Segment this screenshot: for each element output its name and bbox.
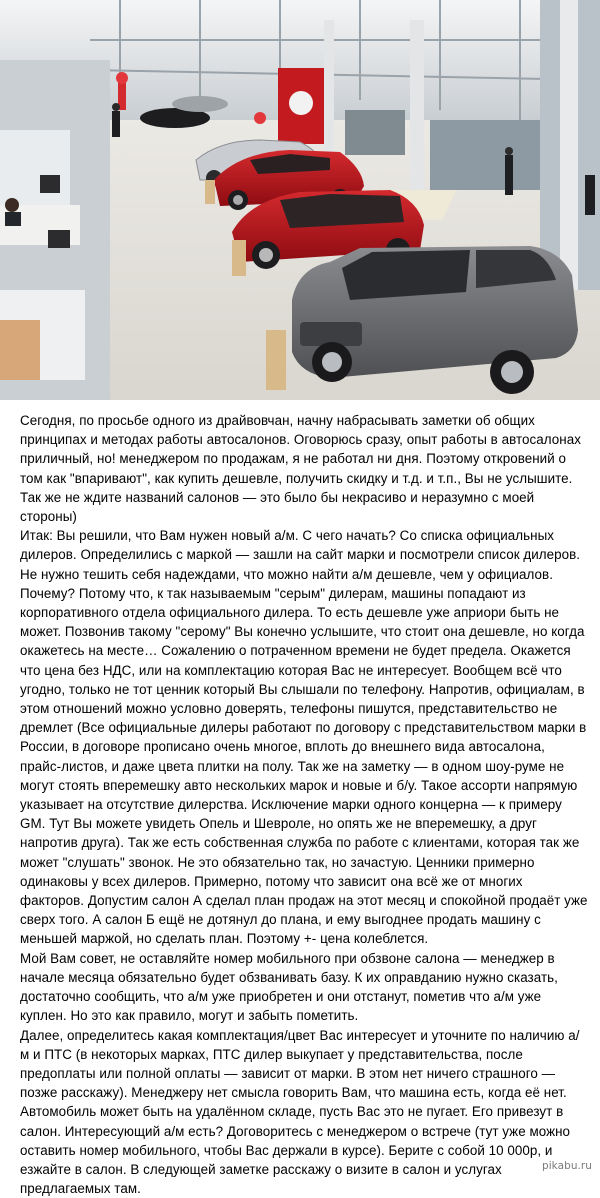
- showroom-photo: [0, 0, 600, 400]
- article-paragraph: Далее, определитесь какая комплектация/цвет Вас интересует и уточните по наличию а/м и ПТС (в некоторых марках, ПТС дилер выкупает у представительства, после предоплаты или полной оплаты — зависит от марки. В этом нет ничего страшного — позже расскажу). Менеджеру нет смысла говорить Вам, что машина есть, когда её нет. Автомобиль может быть на удалённом складе, пусть Вас это не пугает. Его привезут в салон. Интересующий а/м есть? Договоритесь с менеджером о встрече (тут уже можно оставить номер мобильного, чтобы Вас держали в курсе). Берите с собой 10 000р, и езжайте в салон. В следующей заметке расскажу о визите в салон и услугах предлагаемых там.: [20, 1026, 588, 1198]
- pillar: [560, 0, 578, 290]
- pillar: [324, 20, 334, 160]
- article-paragraph: Мой Вам совет, не оставляйте номер мобильного при обзвоне салона — менеджер в начале месяца обязательно будет обзванивать базу. К их оправданию нужно сказать, достаточно сообщить, что а/м уже приобретен и они отстанут, пометив что а/м уже куплен. Но это как правило, могут и забыть пометить.: [20, 949, 588, 1026]
- article-paragraph: Сегодня, по просьбе одного из драйвовчан, начну набрасывать заметки об общих принципах и методах работы автосалонов. Оговорюсь сразу, опыт работы в автосалонах приличный, но! менеджером по продажам, я не работал ни дня. Поэтому откровений о том как "впаривают", как купить дешевле, получить скидку и т.д. и т.п., Вы не услышите. Так же не ждите названий салонов — это было бы некрасиво и неразумно с моей стороны): [20, 411, 588, 526]
- pillar: [410, 20, 424, 190]
- sales-desks: [0, 60, 110, 400]
- site-watermark[interactable]: pikabu.ru: [542, 1157, 592, 1176]
- back-office: [430, 120, 540, 190]
- article-paragraph: Итак: Вы решили, что Вам нужен новый а/м. С чего начать? Со списка официальных дилеров. Определились с маркой — зашли на сайт марки и посмотрели список дилеров. Не нужно тешить себя надеждами, что можно найти а/м дешевле, чем у официалов. Почему? Потому что, к так называемым "серым" дилерам, машины попадают из корпоративного отдела официального дилера. То есть дешевле уже априори быть не может. Позвонив такому "серому" Вы конечно услышите, что стоит она дешевле, но когда окажетесь на месте… Сожалению о потраченном времени не будет предела. Окажется что цена без НДС, или на комплектацию которая Вас не интересует. Вообщем всё что угодно, только не тот ценник который Вы слышали по телефону. Напротив, официалам, в этом отношений можно условно доверять, телефоны пишутся, представительство не дремлет (Все официальные дилеры работают по договору с представительством марки в России, в договоре прописано очень многое, вплоть до внешнего вида автосалона, прайс-листов, и даже цвета плитки на полу. Так же на заметку — в одном шоу-руме не могут стоять вперемешку авто нескольких марок и новые и б/у. Такое ассорти напрямую указывает на отсутствие дилерства. Исключение марки одного концерна — к примеру GM. Тут Вы можете увидеть Опель и Шевроле, но опять же не вперемешку, а друг напротив друга). Так же есть собственная служба по работе с клиентами, которая так же может "слушать" звонок. Не это обязательно так, но зачастую. Ценники примерно одинаковы у всех дилеров. Примерно, потому что зависит она всё же от многих факторов. Допустим салон А сделал план продаж на этот месяц и спокойной продаёт уже сверх того. А салон Б ещё не дотянул до плана, и ему выгоднее продать машину с меньшей маржой, но сделать план. Поэтому +- цена колеблется.: [20, 526, 588, 948]
- article-text: [0, 400, 600, 1182]
- customer-figure: [112, 103, 120, 137]
- brand-logo-icon: [289, 91, 313, 115]
- back-office: [345, 110, 405, 155]
- showroom-illustration: [0, 0, 600, 400]
